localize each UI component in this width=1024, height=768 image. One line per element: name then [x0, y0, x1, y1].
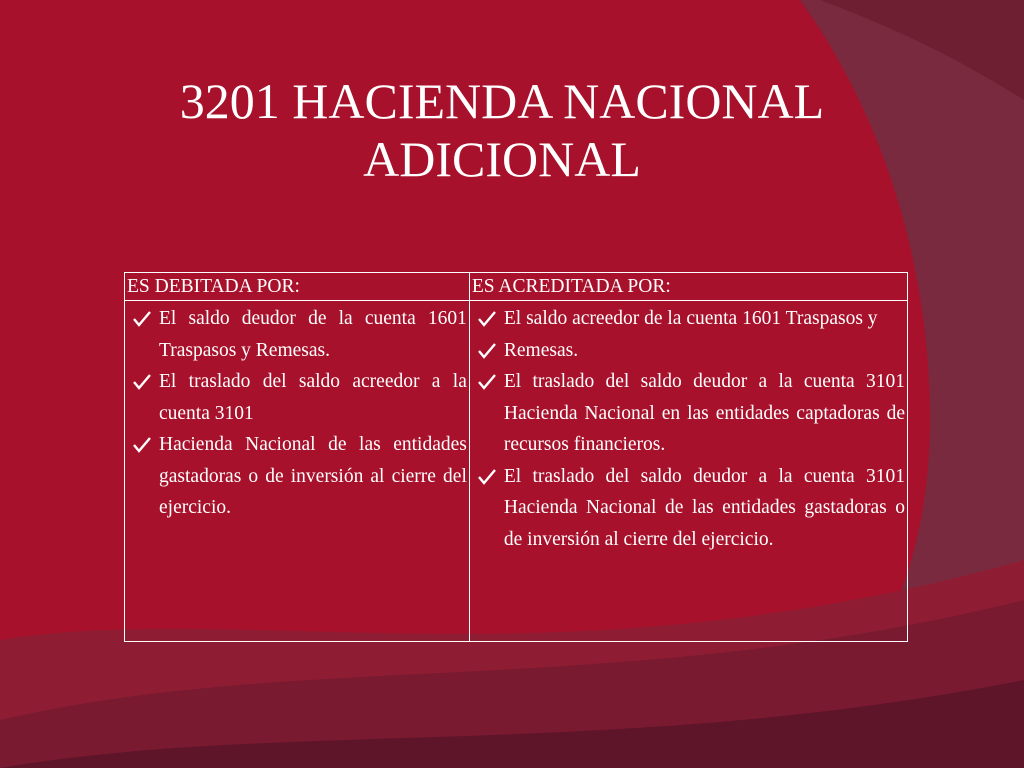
list-item [129, 366, 467, 429]
credit-cell [469, 301, 907, 642]
credit-list [474, 303, 905, 555]
table-header-row [125, 273, 908, 301]
list-item-text: El saldo acreedor de la cuenta 1601 Traspasos y [503, 308, 878, 329]
header-debit: ES DEBITADA POR: [125, 273, 470, 301]
list-item [474, 303, 905, 335]
list-item-text: Hacienda Nacional de las entidades gastadoras o de inversión al cierre del ejercicio. [159, 434, 467, 518]
list-item-text: Remesas. [503, 339, 579, 361]
list-item-text: El saldo deudor de la cuenta 1601 Traspasos y Remesas. [159, 308, 467, 361]
checkmark-icon [131, 429, 153, 459]
header-credit: ES ACREDITADA POR: [469, 273, 907, 301]
list-item [474, 366, 905, 461]
debit-cell [125, 301, 470, 642]
debit-list [129, 303, 467, 524]
checkmark-icon [476, 303, 498, 333]
list-item [129, 303, 467, 366]
list-item [474, 335, 905, 367]
list-item-text: El traslado del saldo deudor a la cuenta 3101 Hacienda Nacional en las entidades captadoras de recursos financieros. [503, 371, 905, 455]
list-item-text: El traslado del saldo deudor a la cuenta 3101 Hacienda Nacional de las entidades gastadoras o de inversión al cierre del ejercicio. [503, 465, 905, 550]
list-item-text: El traslado del saldo acreedor a la cuenta 3101 [159, 371, 467, 424]
checkmark-icon [131, 366, 153, 396]
table-body-row [125, 301, 908, 642]
checkmark-icon [476, 335, 498, 365]
slide-title: 3201 HACIENDA NACIONAL ADICIONAL [179, 73, 825, 187]
accounting-table [124, 272, 908, 642]
checkmark-icon [476, 461, 498, 491]
list-item [129, 429, 467, 524]
list-item [474, 461, 905, 556]
checkmark-icon [476, 366, 498, 396]
checkmark-icon [131, 303, 153, 333]
